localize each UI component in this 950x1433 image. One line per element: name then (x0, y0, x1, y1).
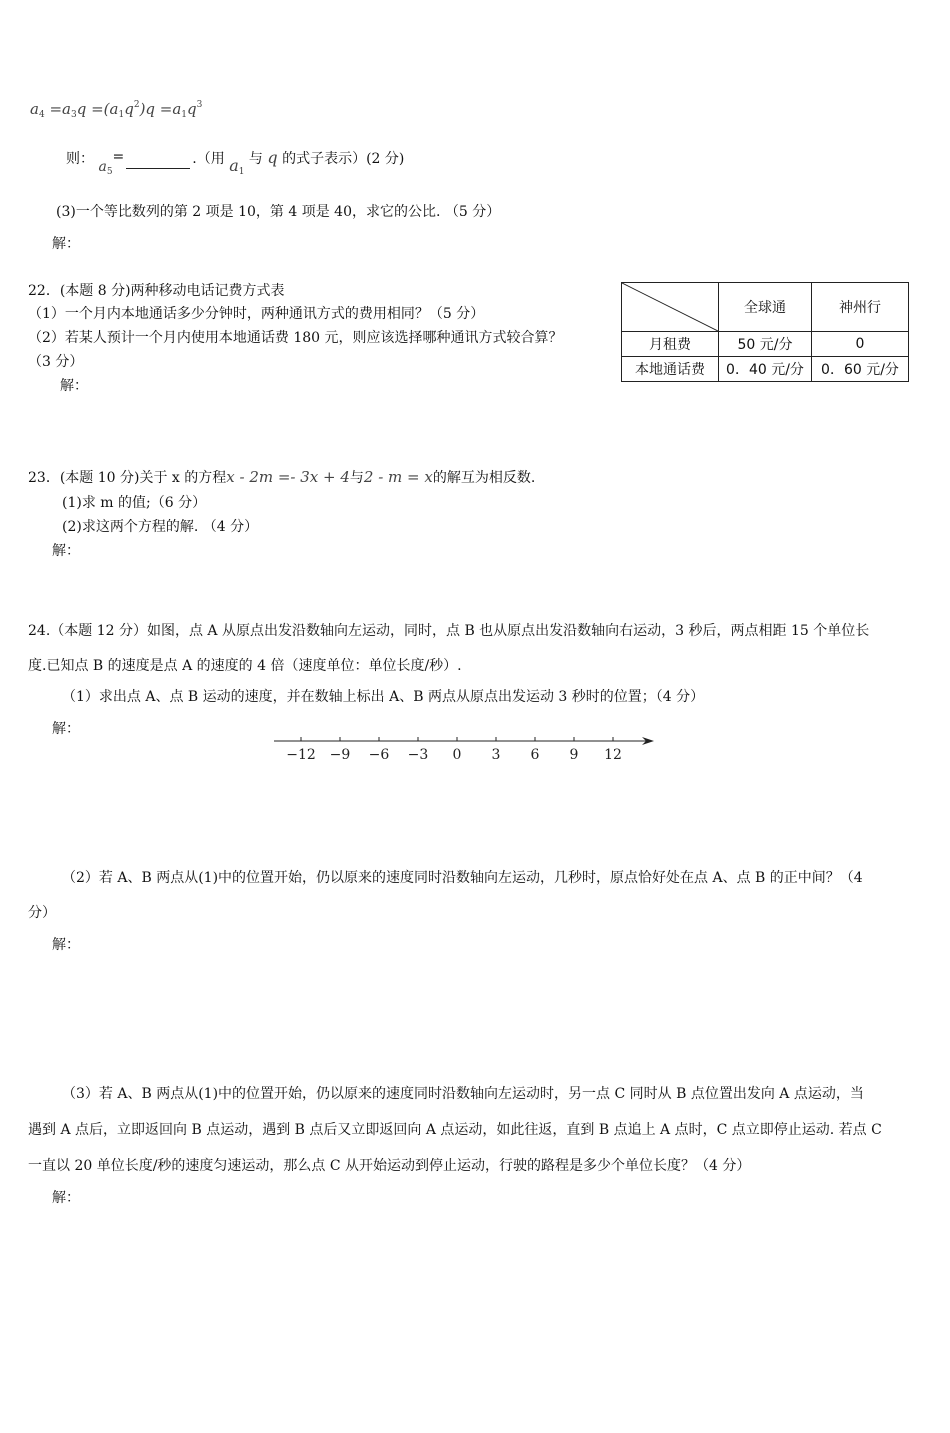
diagonal-header-cell (622, 283, 719, 332)
fee-table (621, 282, 909, 382)
row-label-local-call-fee: 本地通话费 (622, 357, 719, 382)
q24-part3-line2: 遇到 A 点后，立即返回向 B 点运动，遇到 B 点后又立即返回向 A 点运动，如此往返，直到 B 点追上 A 点时，C 点立即停止运动. 若点 C (28, 1122, 882, 1138)
q23-part2: (2)求这两个方程的解. （4 分） (62, 519, 259, 535)
header-quanqiutong: 全球通 (719, 283, 812, 332)
q24-part3-line3: 一直以 20 单位长度/秒的速度匀速运动，那么点 C 从开始运动到停止运动，行驶的路程是多少个单位长度？（4 分） (28, 1158, 751, 1174)
number-line-label: −9 (329, 747, 351, 763)
number-line-label: 0 (452, 747, 462, 763)
cell-monthly-shenzhouxing: 0 (812, 332, 909, 357)
q24-line2: 度.已知点 B 的速度是点 A 的速度的 4 倍（速度单位：单位长度/秒）. (28, 658, 462, 674)
q21-jie: 解： (52, 236, 80, 252)
cell-local-shenzhouxing: 0．60 元/分 (812, 357, 909, 382)
q24-jie1: 解： (52, 721, 80, 737)
q24-part2-line1: （2）若 A、B 两点从(1)中的位置开始，仍以原来的速度同时沿数轴向左运动，几秒时，原点恰好处在点 A、点 B 的正中间？（4 (62, 870, 863, 886)
number-line-label: 9 (569, 747, 579, 763)
formula-a4: $a_4 =a_3q =(a_1q^2)q =a_1q^3$ (30, 100, 203, 120)
number-line-label: 12 (604, 747, 622, 763)
row-label-monthly-fee: 月租费 (622, 332, 719, 357)
cell-local-quanqiutong: 0．40 元/分 (719, 357, 812, 382)
q24-part2-line2: 分） (28, 905, 56, 921)
q21-then-line: 则： $a_5=$ .（用 $a_1$ 与 q 的式子表示）(2 分) (66, 148, 405, 177)
q22-part2: （2）若某人预计一个月内使用本地通话费 180 元，则应该选择哪种通讯方式较合算？ (28, 330, 563, 346)
q22-part1: （1）一个月内本地通话多少分钟时，两种通讯方式的费用相同？（5 分） (28, 306, 485, 322)
q22-jie: 解： (60, 378, 88, 394)
q22-part2-score: （3 分） (28, 354, 84, 370)
q24-jie3: 解： (52, 1190, 80, 1206)
number-line-label: −6 (368, 747, 390, 763)
q24-jie2: 解： (52, 937, 80, 953)
q23-jie: 解： (52, 543, 80, 559)
header-shenzhouxing: 神州行 (812, 283, 909, 332)
answer-blank[interactable] (126, 155, 190, 169)
q24-line1: 24.（本题 12 分）如图，点 A 从原点出发沿数轴向左运动，同时，点 B 也从原点出发沿数轴向右运动，3 秒后，两点相距 15 个单位长 (28, 623, 870, 639)
number-line (270, 730, 660, 770)
q24-part3-line1: （3）若 A、B 两点从(1)中的位置开始，仍以原来的速度同时沿数轴向左运动时，另一点 C 同时从 B 点位置出发向 A 点运动，当 (62, 1086, 864, 1102)
cell-monthly-quanqiutong: 50 元/分 (719, 332, 812, 357)
number-line-label: −3 (407, 747, 429, 763)
then-label: 则： (66, 151, 94, 167)
q24-part1: （1）求出点 A、点 B 运动的速度，并在数轴上标出 A、B 两点从原点出发运动 3 秒时的位置；（4 分） (62, 689, 705, 705)
number-line-label: −12 (286, 747, 316, 763)
q23-part1: (1)求 m 的值;（6 分） (62, 495, 207, 511)
q22-title: 22．(本题 8 分)两种移动电话记费方式表 (28, 283, 285, 299)
number-line-label: 3 (491, 747, 501, 763)
q21-part3: (3)一个等比数列的第 2 项是 10，第 4 项是 40，求它的公比. （5 分） (56, 204, 501, 220)
q23-stem: 23．(本题 10 分)关于 x 的方程x - 2m =- 3x + 4与2 - m = x的解互为相反数. (28, 468, 536, 486)
number-line-label: 6 (530, 747, 540, 763)
